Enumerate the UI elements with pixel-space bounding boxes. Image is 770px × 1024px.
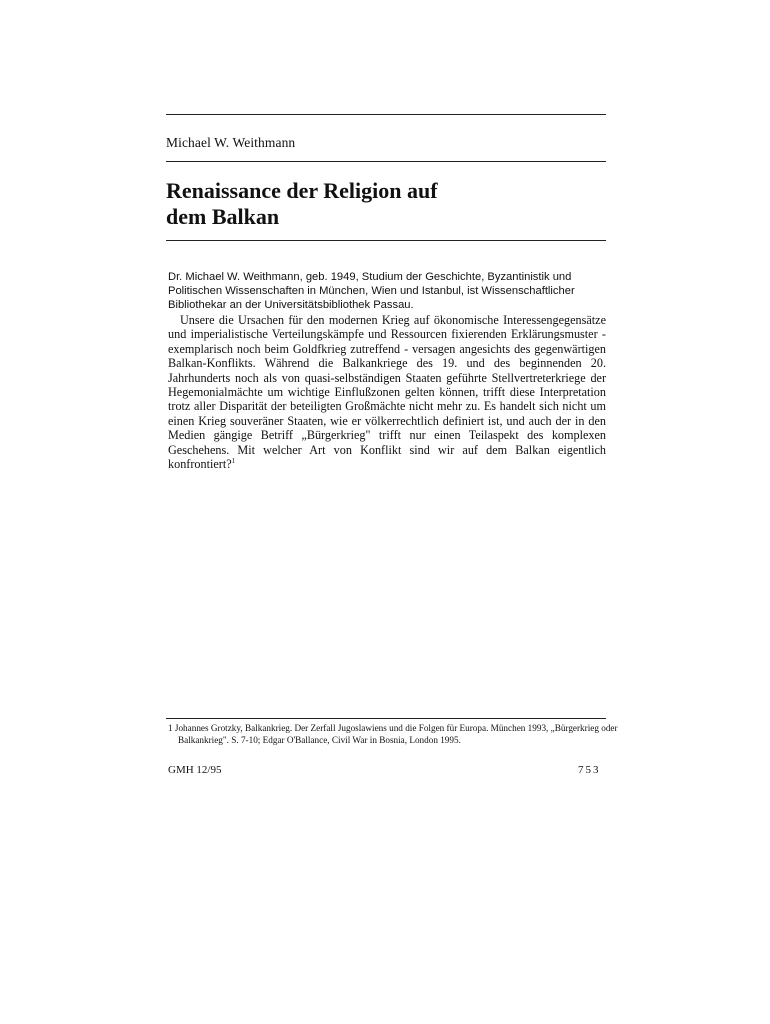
footnote-rule xyxy=(166,718,606,719)
title-line-2: dem Balkan xyxy=(166,204,280,229)
footnote-marker: 1 xyxy=(231,457,236,465)
author-bio: Dr. Michael W. Weithmann, geb. 1949, Studium der Geschichte, Byzantinistik und Politischen Wissenschaften in München, Wien und Istanbul, ist Wissenschaftlicher Bibliothekar an der Universitätsbibliothek Passau. xyxy=(168,271,575,311)
top-rule xyxy=(166,114,606,115)
author-rule xyxy=(166,161,606,162)
author-name: Michael W. Weithmann xyxy=(166,135,296,150)
title-line-1: Renaissance der Religion auf xyxy=(166,178,438,203)
article-title xyxy=(166,178,606,230)
article-body xyxy=(168,313,606,471)
journal-issue: GMH 12/95 xyxy=(168,764,222,776)
body-text: Unsere die Ursachen für den modernen Krieg auf ökonomische Interessengegensätze und imperialistische Verteilungskämpfe und Ressourcen fixierenden Erklärungsmuster - exemplarisch noch beim Goldfkrieg zutreffend - versagen angesichts des gegenwärtigen Balkan-Konflikts. Während die Balkankriege des 19. und des beginnenden 20. Jahrhunderts noch als von quasi-selbständigen Staaten geführte Stellvertreterkriege der Hegemonialmächte um wichtige Einflußzonen gelten können, trifft diese Interpretation trotz aller Disparität der beteiligten Großmächte nicht mehr zu. Es handelt sich nicht um einen Krieg souveräner Staaten, wie er völkerrechtlich definiert ist, und auch der in den Medien gängige Betriff „Bürgerkrieg" trifft nur einen Teilaspekt des komplexen Geschehens. Mit welcher Art von Konflikt sind wir auf dem Balkan eigentlich konfrontiert? xyxy=(168,313,606,472)
page-number: 753 xyxy=(578,764,601,776)
title-rule xyxy=(166,240,606,241)
footnote: 1 Johannes Grotzky, Balkankrieg. Der Zerfall Jugoslawiens und die Folgen für Europa. München 1993, „Bürgerkrieg oder Balkankrieg". S. 7-10; Edgar O'Ballance, Civil War in Bosnia, London 1995. xyxy=(168,723,618,745)
